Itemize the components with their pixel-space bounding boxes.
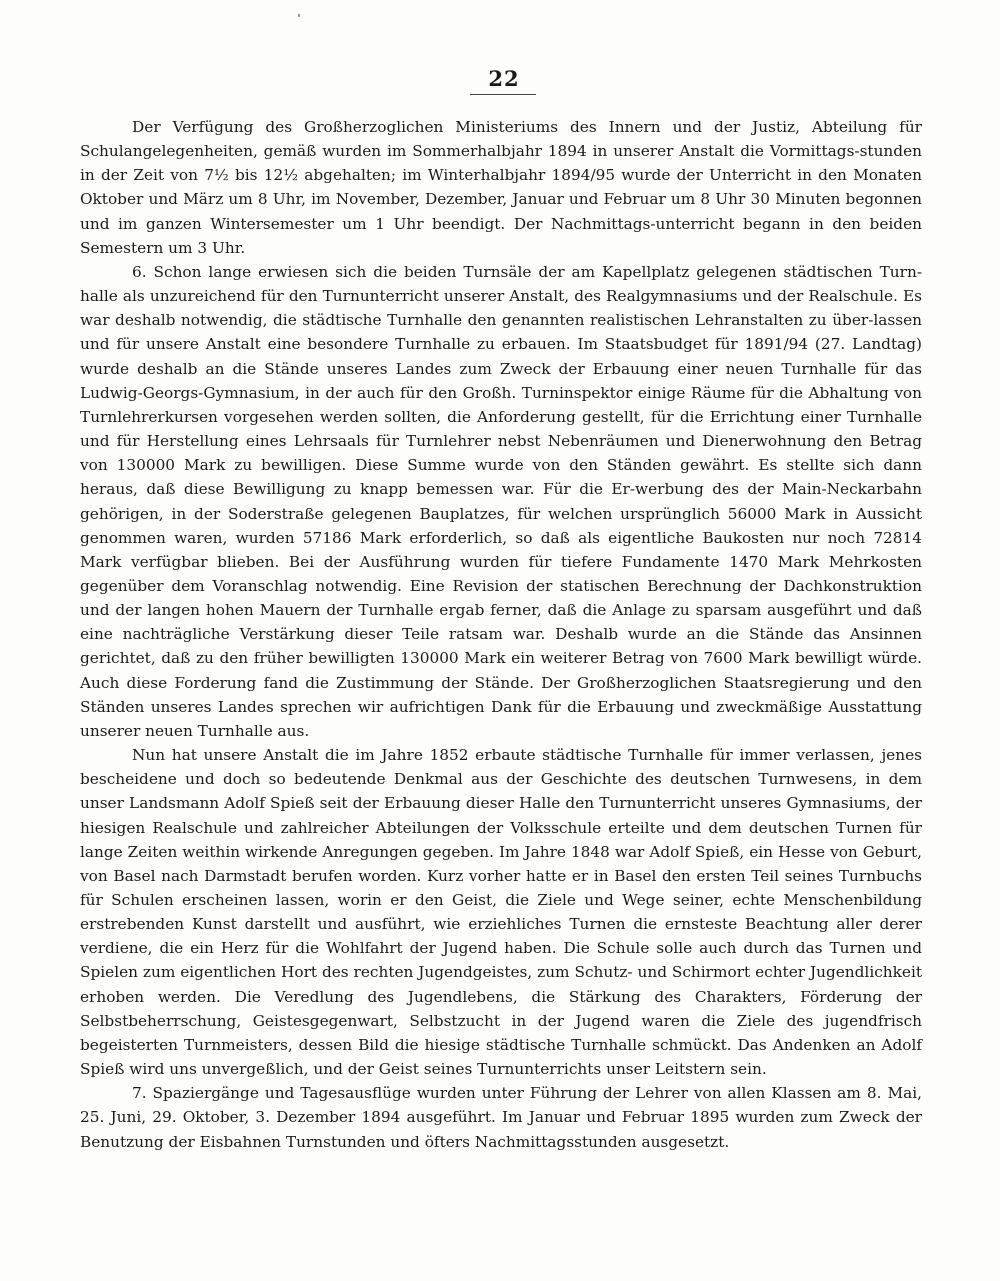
paragraph-adolf-spiess: Nun hat unsere Anstalt die im Jahre 1852 erbaute städtische Turnhalle für immer verlassen, jenes bescheidene und doch so bedeutende Denkmal aus der Geschichte des deutschen Turnwesens, in dem unser Landsmann Adolf Spieß seit der Erbauung dieser Halle den Turnunterricht unseres Gymnasiums, der hiesigen Realschule und zahlreicher Abteilungen der Volksschule erteilte und dem deutschen Turnen für lange Zeiten weithin wirkende Anregungen gegeben. Im Jahre 1848 war Adolf Spieß, ein Hesse von Geburt, von Basel nach Darmstadt berufen worden. Kurz vorher hatte er in Basel den ersten Teil seines Turnbuchs für Schulen erscheinen lassen, worin er den Geist, die Ziele und Wege seiner, echte Menschenbildung erstrebenden Kunst darstellt und ausführt, wie erziehliches Turnen die ernsteste Beachtung aller derer verdiene, die ein Herz für die Wohlfahrt der Jugend haben. Die Schule solle auch durch das Turnen und Spielen zum eigentlichen Hort des rechten Jugendgeistes, zum Schutz- und Schirmort echter Jugendlichkeit erhoben werden. Die Veredlung des Jugendlebens, die Stärkung des Charakters, Förderung der Selbstbeherrschung, Geistesgegenwart, Selbstzucht in der Jugend waren die Ziele des jugendfrisch begeisterten Turnmeisters, dessen Bild die hiesige städtische Turnhalle schmückt. Das Andenken an Adolf Spieß wird uns unvergeßlich, und der Geist seines Turnunterrichts unser Leitstern sein. bbox=[80, 746, 922, 1079]
paragraph-gymnasium-hall: 6. Schon lange erwiesen sich die beiden Turnsäle der am Kapellplatz gelegenen städtischen Turn-halle als unzureichend für den Turnunterricht unserer Anstalt, des Realgymnasiums und der Realschule. Es war deshalb notwendig, die städtische Turnhalle den genannten realistischen Lehranstalten zu über-lassen und für unsere Anstalt eine besondere Turnhalle zu erbauen. Im Staatsbudget für 1891/94 (27. Landtag) wurde deshalb an die Stände unseres Landes zum Zweck der Erbauung einer neuen Turnhalle für das Ludwig-Georgs-Gymnasium, in der auch für den Großh. Turninspektor einige Räume für die Abhaltung von Turnlehrerkursen vorgesehen werden sollten, die Anforderung gestellt, für die Errichtung einer Turnhalle und für Herstellung eines Lehrsaals für Turnlehrer nebst Nebenräumen und Dienerwohnung den Betrag von 130000 Mark zu bewilligen. Diese Summe wurde von den Ständen gewährt. Es stellte sich dann heraus, daß diese Bewilligung zu knapp bemessen war. Für die Er-werbung des der Main-Neckarbahn gehörigen, in der Soderstraße gelegenen Bauplatzes, für welchen ursprünglich 56000 Mark in Aussicht genommen waren, wurden 57186 Mark erforderlich, so daß als eigentliche Baukosten nur noch 72814 Mark verfügbar blieben. Bei der Ausführung wurden für tiefere Fundamente 1470 Mark Mehrkosten gegenüber dem Voranschlag notwendig. Eine Revision der statischen Berechnung der Dachkonstruktion und der langen hohen Mauern der Turnhalle ergab ferner, daß die Anlage zu sparsam ausgeführt und daß eine nachträgliche Verstärkung dieser Teile ratsam war. Deshalb wurde an die Stände das Ansinnen gerichtet, daß zu den früher bewilligten 130000 Mark ein weiterer Betrag von 7600 Mark bewilligt würde. Auch diese Forderung fand die Zustimmung der Stände. Der Großherzoglichen Staatsregierung und den Ständen unseres Landes sprechen wir aufrichtigen Dank für die Erbauung und zweckmäßige Ausstattung unserer neuen Turnhalle aus. bbox=[80, 262, 922, 740]
paragraph-schedule: Der Verfügung des Großherzoglichen Ministeriums des Innern und der Justiz, Abteilung für Schulangelegenheiten, gemäß wurden im Sommerhalbjahr 1894 in unserer Anstalt die Vormittags-stunden in der Zeit von 7½ bis 12½ abgehalten; im Winterhalbjahr 1894/95 wurde der Unterricht in den Monaten Oktober und März um 8 Uhr, im November, Dezember, Januar und Februar um 8 Uhr 30 Minuten begonnen und im ganzen Wintersemester um 1 Uhr beendigt. Der Nachmittags-unterricht begann in den beiden Semestern um 3 Uhr. bbox=[80, 118, 922, 257]
page-number: 22 bbox=[488, 66, 520, 91]
paper-speck bbox=[298, 14, 300, 17]
paragraph-excursions: 7. Spaziergänge und Tagesausflüge wurden unter Führung der Lehrer von allen Klassen am 8. Mai, 25. Juni, 29. Oktober, 3. Dezember 1894 ausgeführt. Im Januar und Februar 1895 wurden zum Zweck der Benutzung der Eisbahnen Turnstunden und öfters Nachmittagsstunden ausgesetzt. bbox=[80, 1084, 922, 1151]
body-text bbox=[80, 115, 922, 1154]
header-rule bbox=[470, 94, 536, 95]
